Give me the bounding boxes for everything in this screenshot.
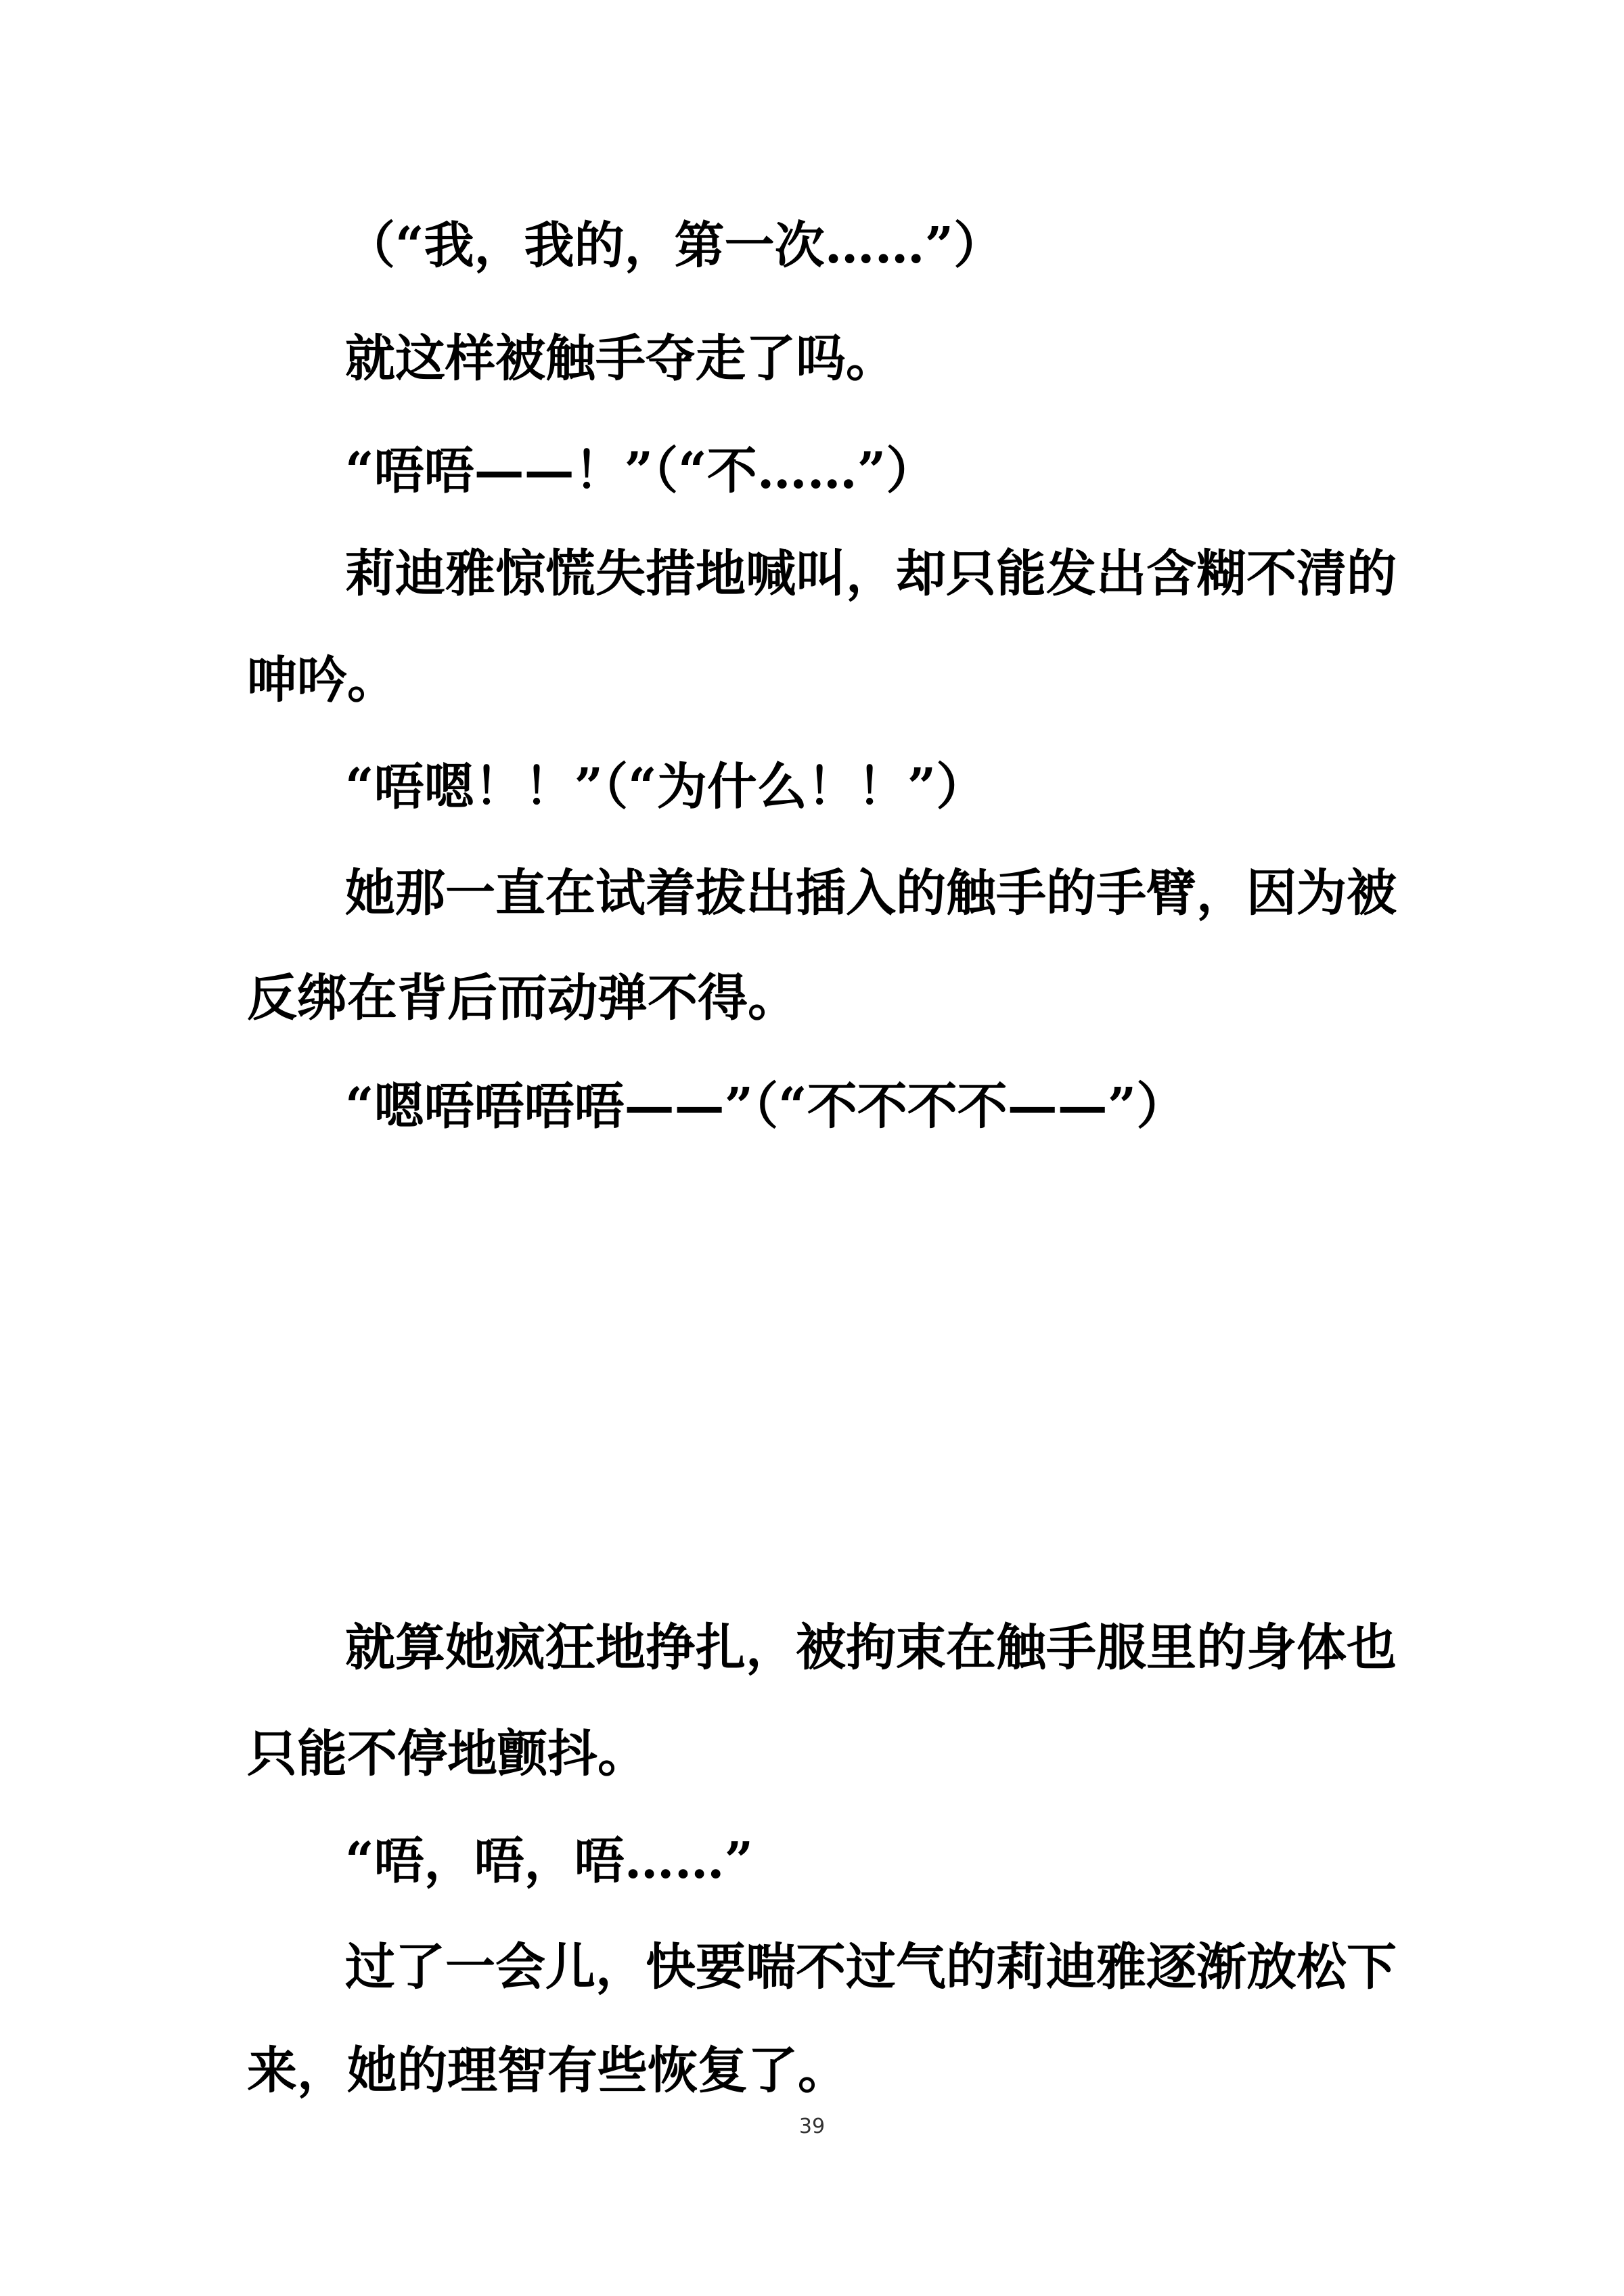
text-line: 呻吟。 (247, 651, 397, 709)
page-number: 39 (798, 2115, 826, 2138)
text-line: 过了一会儿，快要喘不过气的莉迪雅逐渐放松下 (345, 1938, 1397, 1996)
text-line: （“我，我的，第一次……”） (345, 217, 1004, 275)
text-line: “唔，唔，唔……” (345, 1832, 754, 1890)
text-line: 反绑在背后而动弹不得。 (247, 969, 798, 1027)
text-line: 就这样被触手夺走了吗。 (345, 330, 896, 388)
text-line: 她那一直在试着拔出插入的触手的手臂，因为被 (345, 864, 1397, 922)
text-line: 莉迪雅惊慌失措地喊叫，却只能发出含糊不清的 (345, 545, 1397, 603)
text-line: “嗯唔唔唔唔——”（“不不不不——”） (345, 1077, 1187, 1135)
text-line: 只能不停地颤抖。 (247, 1725, 648, 1783)
text-line: “唔嗯！！”（“为什么！！”） (345, 758, 987, 816)
text-line: 来，她的理智有些恢复了。 (247, 2042, 848, 2100)
text-line: 就算她疯狂地挣扎，被拘束在触手服里的身体也 (345, 1619, 1397, 1677)
text-line: “唔唔——！”（“不……”） (345, 442, 937, 500)
